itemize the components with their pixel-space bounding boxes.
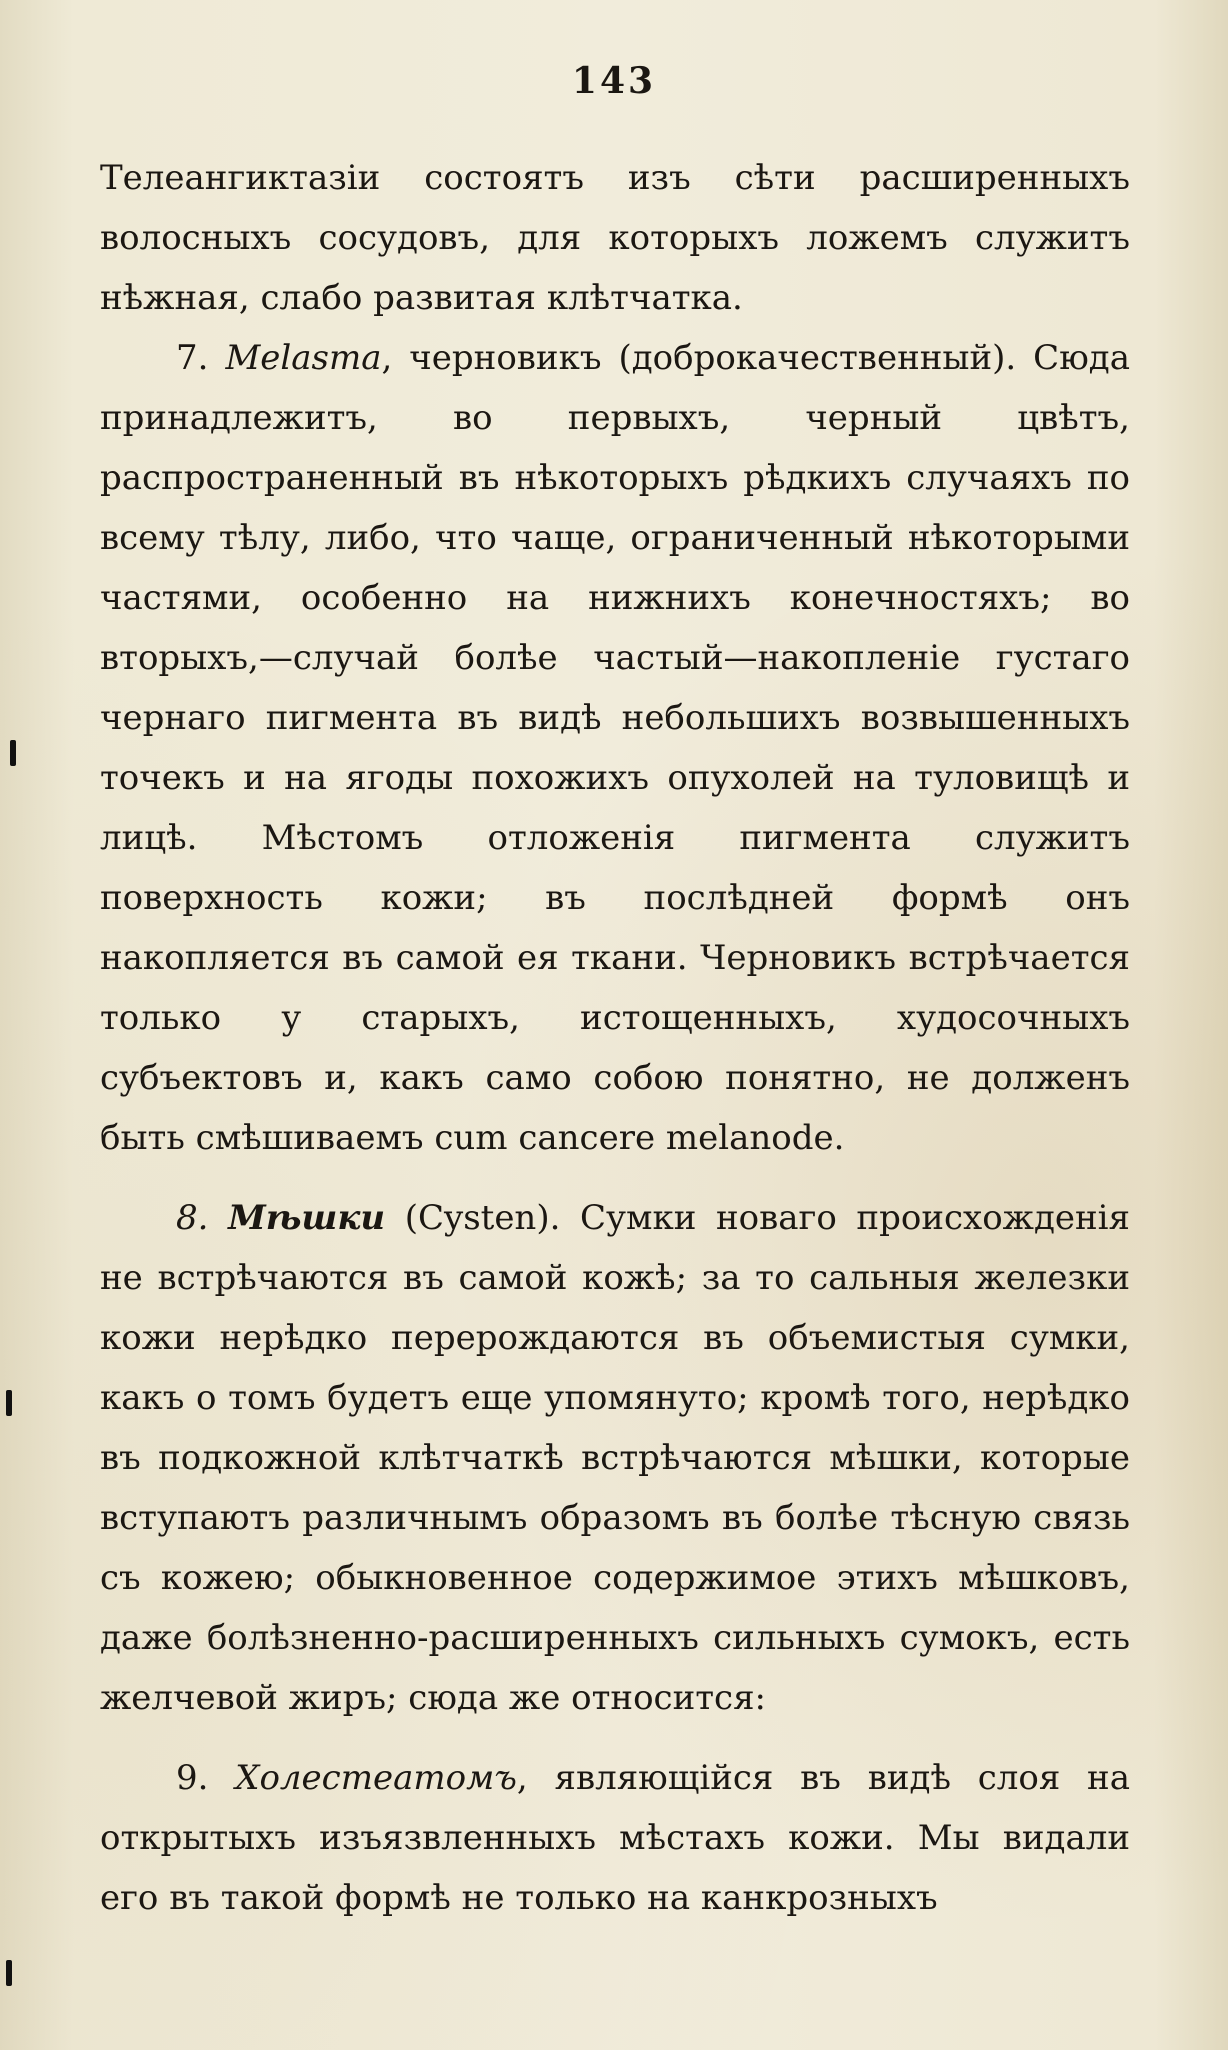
margin-mark [6, 1960, 12, 1986]
section-term: Мѣшки [228, 1198, 386, 1238]
paragraph-cysts [100, 1188, 1130, 1728]
paragraph-telangiectasia [100, 148, 1130, 328]
paragraph-melasma [100, 328, 1130, 1168]
paragraph-text: , черновикъ (доброкачественный). Сюда принадлежитъ, во первыхъ, черный цвѣтъ, распространенный въ нѣкоторыхъ рѣдкихъ случаяхъ по всему тѣлу, либо, что чаще, ограниченный нѣкоторыми частями, особенно на нижнихъ конечностяхъ; во вторыхъ,—случай болѣе частый—накопленіе густаго чернаго пигмента въ видѣ небольшихъ возвышенныхъ точекъ и на ягоды похожихъ опухолей на туловищѣ и лицѣ. Мѣстомъ отложенія пигмента служитъ поверхность кожи; въ послѣдней формѣ онъ накопляется въ самой ея ткани. Черновикъ встрѣчается только у старыхъ, истощенныхъ, худосочныхъ субъектовъ и, какъ само собою понятно, не долженъ быть смѣшиваемъ cum cancere melanode. [100, 338, 1130, 1158]
margin-mark [10, 740, 16, 766]
body-text [100, 148, 1130, 1928]
page-number: 143 [571, 60, 657, 102]
paragraph-text: (Cysten). Сумки новаго происхожденія не встрѣчаются въ самой кожѣ; за то сальныя железки кожи нерѣдко перерождаются въ объемистыя сумки, какъ о томъ будетъ еще упомянуто; кромѣ того, нерѣдко въ подкожной клѣтчаткѣ встрѣчаются мѣшки, которые вступаютъ различнымъ образомъ въ болѣе тѣсную связь съ кожею; обыкновенное содержимое этихъ мѣшковъ, даже болѣзненно-расширенныхъ сильныхъ сумокъ, есть желчевой жиръ; сюда же относится: [100, 1198, 1130, 1718]
paragraph-text: Телеангиктазіи состоятъ изъ сѣти расширенныхъ волосныхъ сосудовъ, для которыхъ ложемъ служитъ нѣжная, слабо развитая клѣтчатка. [100, 158, 1130, 318]
section-number: 8. [176, 1198, 209, 1238]
section-term: Melasma [225, 338, 382, 378]
paragraph-text: , являющійся въ видѣ слоя на открытыхъ изъязвленныхъ мѣстахъ кожи. Мы видали его въ такой формѣ не только на канкрозныхъ [100, 1758, 1130, 1918]
section-term: Холестеатомъ [235, 1758, 517, 1798]
section-number: 7. [176, 338, 209, 378]
margin-mark [6, 1390, 12, 1416]
section-number: 9. [176, 1758, 209, 1798]
paragraph-cholesteatoma [100, 1748, 1130, 1928]
